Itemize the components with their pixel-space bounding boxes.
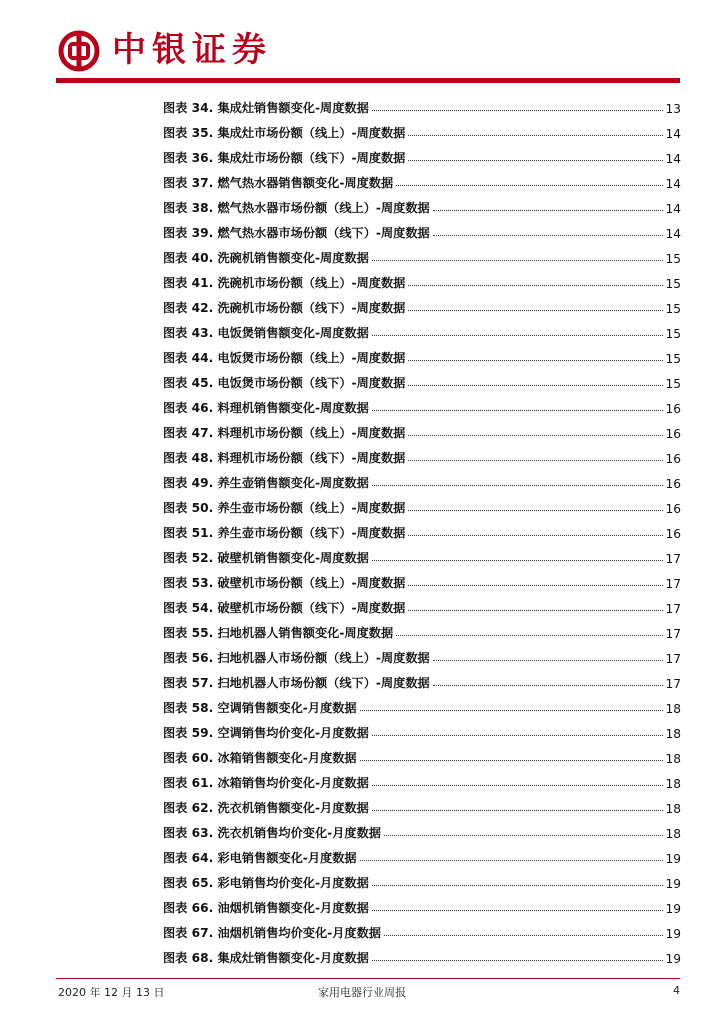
- toc-entry-page: 19: [665, 877, 681, 891]
- footer-divider: [56, 978, 680, 979]
- toc-entry[interactable]: [163, 391, 681, 416]
- toc-entry[interactable]: [163, 141, 681, 166]
- toc-entry-label: 图表 34. 集成灶销售额变化-周度数据: [163, 101, 369, 115]
- toc-entry[interactable]: [163, 191, 681, 216]
- toc-entry-page: 15: [665, 252, 681, 266]
- toc-entry-label: 图表 58. 空调销售额变化-月度数据: [163, 701, 357, 715]
- toc-entry-page: 15: [665, 377, 681, 391]
- toc-entry-label: 图表 61. 冰箱销售均价变化-月度数据: [163, 776, 369, 790]
- toc-entry-page: 14: [665, 127, 681, 141]
- toc-entry-page: 17: [665, 652, 681, 666]
- toc-dot-leader: [433, 684, 664, 686]
- toc-entry[interactable]: [163, 941, 681, 966]
- toc-dot-leader: [360, 759, 664, 761]
- toc-entry[interactable]: [163, 91, 681, 116]
- toc-entry-label: 图表 50. 养生壶市场份额（线上）-周度数据: [163, 501, 406, 515]
- brand-name: 中银证券: [112, 30, 272, 70]
- toc-entry[interactable]: [163, 741, 681, 766]
- toc-entry-page: 18: [665, 802, 681, 816]
- toc-entry-page: 16: [665, 452, 681, 466]
- toc-dot-leader: [408, 459, 663, 461]
- toc-dot-leader: [372, 809, 664, 811]
- toc-entry-label: 图表 55. 扫地机器人销售额变化-周度数据: [163, 626, 394, 640]
- toc-entry-label: 图表 41. 洗碗机市场份额（线上）-周度数据: [163, 276, 406, 290]
- toc-dot-leader: [433, 234, 664, 236]
- toc-dot-leader: [372, 959, 664, 961]
- toc-entry[interactable]: [163, 516, 681, 541]
- toc-entry[interactable]: [163, 316, 681, 341]
- toc-entry[interactable]: [163, 766, 681, 791]
- toc-entry-label: 图表 47. 料理机市场份额（线上）-周度数据: [163, 426, 406, 440]
- toc-entry[interactable]: [163, 841, 681, 866]
- toc-dot-leader: [372, 259, 664, 261]
- toc-entry-page: 15: [665, 302, 681, 316]
- toc-entry-label: 图表 51. 养生壶市场份额（线下）-周度数据: [163, 526, 406, 540]
- toc-dot-leader: [408, 384, 663, 386]
- toc-entry-page: 19: [665, 952, 681, 966]
- toc-entry-label: 图表 42. 洗碗机市场份额（线下）-周度数据: [163, 301, 406, 315]
- toc-dot-leader: [372, 334, 664, 336]
- toc-entry[interactable]: [163, 566, 681, 591]
- toc-entry-label: 图表 66. 油烟机销售额变化-月度数据: [163, 901, 369, 915]
- toc-dot-leader: [396, 184, 663, 186]
- toc-entry-page: 15: [665, 277, 681, 291]
- toc-entry-label: 图表 59. 空调销售均价变化-月度数据: [163, 726, 369, 740]
- toc-entry[interactable]: [163, 666, 681, 691]
- toc-entry-label: 图表 35. 集成灶市场份额（线上）-周度数据: [163, 126, 406, 140]
- toc-entry[interactable]: [163, 166, 681, 191]
- toc-entry[interactable]: [163, 641, 681, 666]
- toc-entry-page: 16: [665, 402, 681, 416]
- toc-entry[interactable]: [163, 916, 681, 941]
- toc-entry[interactable]: [163, 366, 681, 391]
- toc-entry-page: 16: [665, 527, 681, 541]
- toc-dot-leader: [372, 734, 664, 736]
- toc-dot-leader: [408, 309, 663, 311]
- toc-entry-page: 18: [665, 752, 681, 766]
- toc-entry-label: 图表 54. 破壁机市场份额（线下）-周度数据: [163, 601, 406, 615]
- toc-dot-leader: [384, 934, 664, 936]
- toc-dot-leader: [396, 634, 663, 636]
- toc-entry-page: 19: [665, 902, 681, 916]
- toc-entry-page: 14: [665, 177, 681, 191]
- toc-entry-page: 17: [665, 602, 681, 616]
- toc-entry-label: 图表 45. 电饭煲市场份额（线下）-周度数据: [163, 376, 406, 390]
- toc-entry-page: 15: [665, 327, 681, 341]
- toc-entry-page: 16: [665, 502, 681, 516]
- toc-entry-label: 图表 53. 破壁机市场份额（线上）-周度数据: [163, 576, 406, 590]
- toc-dot-leader: [408, 509, 663, 511]
- toc-entry[interactable]: [163, 291, 681, 316]
- footer-report-title: 家用电器行业周报: [318, 986, 406, 999]
- toc-entry-page: 18: [665, 777, 681, 791]
- toc-dot-leader: [372, 409, 664, 411]
- toc-entry[interactable]: [163, 416, 681, 441]
- toc-entry-page: 14: [665, 152, 681, 166]
- toc-dot-leader: [408, 534, 663, 536]
- toc-dot-leader: [408, 584, 663, 586]
- toc-dot-leader: [433, 209, 664, 211]
- toc-dot-leader: [384, 834, 664, 836]
- toc-dot-leader: [372, 909, 664, 911]
- toc-dot-leader: [408, 134, 663, 136]
- toc-entry-page: 15: [665, 352, 681, 366]
- toc-entry[interactable]: [163, 241, 681, 266]
- toc-entry[interactable]: [163, 266, 681, 291]
- toc-entry-page: 14: [665, 202, 681, 216]
- toc-entry-label: 图表 62. 洗衣机销售额变化-月度数据: [163, 801, 369, 815]
- toc-entry-label: 图表 67. 油烟机销售均价变化-月度数据: [163, 926, 381, 940]
- toc-entry[interactable]: [163, 616, 681, 641]
- toc-entry-label: 图表 52. 破壁机销售额变化-周度数据: [163, 551, 369, 565]
- toc-entry[interactable]: [163, 341, 681, 366]
- toc-dot-leader: [408, 284, 663, 286]
- toc-entry-label: 图表 57. 扫地机器人市场份额（线下）-周度数据: [163, 676, 430, 690]
- toc-dot-leader: [372, 109, 664, 111]
- toc-entry[interactable]: [163, 866, 681, 891]
- toc-entry[interactable]: [163, 791, 681, 816]
- toc-entry-label: 图表 49. 养生壶销售额变化-周度数据: [163, 476, 369, 490]
- toc-entry-label: 图表 46. 料理机销售额变化-周度数据: [163, 401, 369, 415]
- toc-dot-leader: [372, 559, 664, 561]
- table-of-figures: [163, 91, 681, 966]
- toc-entry-label: 图表 56. 扫地机器人市场份额（线上）-周度数据: [163, 651, 430, 665]
- toc-entry-label: 图表 37. 燃气热水器销售额变化-周度数据: [163, 176, 394, 190]
- toc-entry-label: 图表 44. 电饭煲市场份额（线上）-周度数据: [163, 351, 406, 365]
- toc-entry-label: 图表 48. 料理机市场份额（线下）-周度数据: [163, 451, 406, 465]
- toc-entry-label: 图表 68. 集成灶销售额变化-月度数据: [163, 951, 369, 965]
- toc-entry[interactable]: [163, 541, 681, 566]
- toc-entry-label: 图表 65. 彩电销售均价变化-月度数据: [163, 876, 369, 890]
- toc-entry-label: 图表 39. 燃气热水器市场份额（线下）-周度数据: [163, 226, 430, 240]
- toc-dot-leader: [433, 659, 664, 661]
- toc-entry-label: 图表 40. 洗碗机销售额变化-周度数据: [163, 251, 369, 265]
- footer-page-number: 4: [673, 984, 680, 997]
- toc-dot-leader: [408, 359, 663, 361]
- toc-entry[interactable]: [163, 691, 681, 716]
- toc-entry-label: 图表 64. 彩电销售额变化-月度数据: [163, 851, 357, 865]
- toc-dot-leader: [408, 159, 663, 161]
- toc-entry-label: 图表 63. 洗衣机销售均价变化-月度数据: [163, 826, 381, 840]
- toc-entry-label: 图表 36. 集成灶市场份额（线下）-周度数据: [163, 151, 406, 165]
- toc-entry[interactable]: [163, 816, 681, 841]
- toc-entry-page: 16: [665, 477, 681, 491]
- toc-dot-leader: [372, 484, 664, 486]
- toc-entry-page: 14: [665, 227, 681, 241]
- toc-entry-page: 17: [665, 577, 681, 591]
- toc-entry-page: 19: [665, 927, 681, 941]
- footer-date: 2020 年 12 月 13 日: [58, 986, 165, 999]
- toc-entry-page: 16: [665, 427, 681, 441]
- toc-dot-leader: [360, 709, 664, 711]
- toc-dot-leader: [372, 884, 664, 886]
- toc-entry-label: 图表 60. 冰箱销售额变化-月度数据: [163, 751, 357, 765]
- toc-entry[interactable]: [163, 491, 681, 516]
- header-divider: [56, 78, 680, 83]
- toc-dot-leader: [408, 434, 663, 436]
- toc-entry-page: 17: [665, 552, 681, 566]
- toc-entry-page: 17: [665, 627, 681, 641]
- page-header: [0, 0, 724, 90]
- toc-entry[interactable]: [163, 466, 681, 491]
- toc-entry[interactable]: [163, 116, 681, 141]
- toc-entry-page: 18: [665, 702, 681, 716]
- toc-entry-label: 图表 43. 电饭煲销售额变化-周度数据: [163, 326, 369, 340]
- toc-entry-page: 18: [665, 827, 681, 841]
- toc-entry-label: 图表 38. 燃气热水器市场份额（线上）-周度数据: [163, 201, 430, 215]
- toc-entry-page: 18: [665, 727, 681, 741]
- bank-of-china-logo-icon: [58, 30, 100, 72]
- toc-entry[interactable]: [163, 591, 681, 616]
- toc-entry-page: 17: [665, 677, 681, 691]
- toc-entry[interactable]: [163, 891, 681, 916]
- toc-entry[interactable]: [163, 716, 681, 741]
- toc-entry[interactable]: [163, 216, 681, 241]
- toc-dot-leader: [360, 859, 664, 861]
- toc-entry-page: 13: [665, 102, 681, 116]
- toc-entry-page: 19: [665, 852, 681, 866]
- toc-dot-leader: [372, 784, 664, 786]
- toc-entry[interactable]: [163, 441, 681, 466]
- toc-dot-leader: [408, 609, 663, 611]
